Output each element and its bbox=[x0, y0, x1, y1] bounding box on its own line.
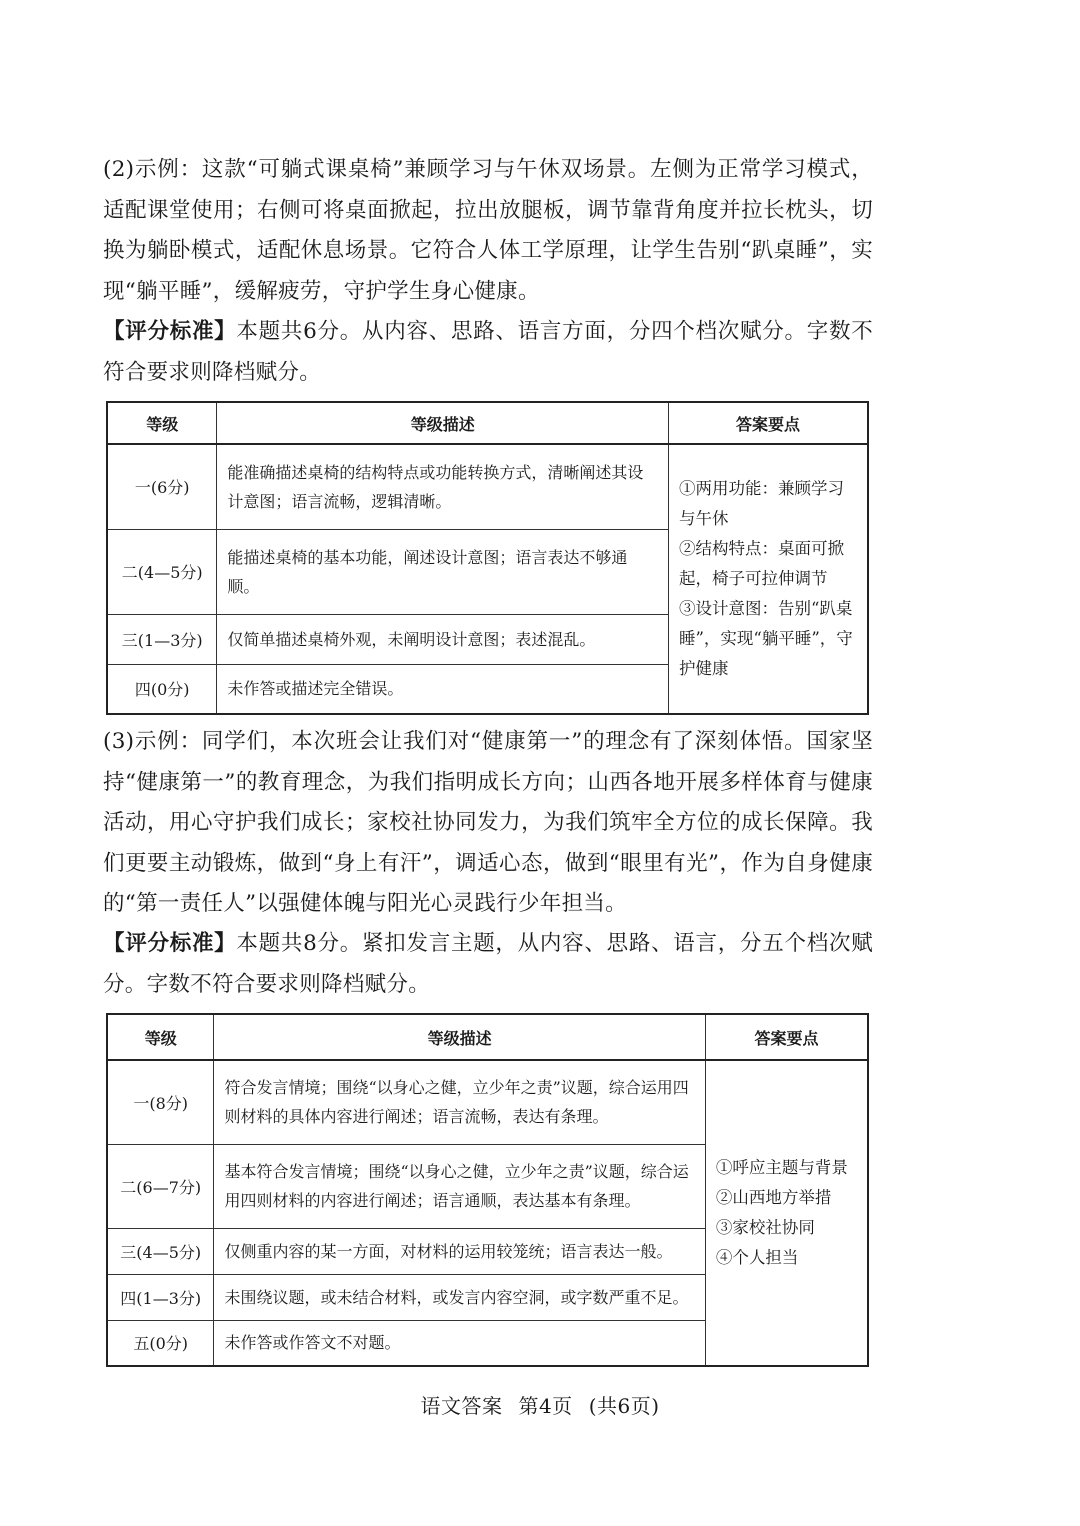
description-cell: 能描述桌椅的基本功能，阐述设计意图；语言表达不够通顺。 bbox=[217, 529, 669, 614]
answer-point: ②结构特点：桌面可掀起，椅子可拉伸调节 bbox=[678, 539, 844, 588]
description-cell: 仅侧重内容的某一方面，对材料的运用较笼统；语言表达一般。 bbox=[214, 1228, 705, 1274]
answer-point: ③家校社协同 bbox=[715, 1218, 815, 1237]
answer-point: ①呼应主题与背景 bbox=[715, 1158, 848, 1177]
header-points: 答案要点 bbox=[668, 402, 868, 444]
footer-page-number: 第4页 bbox=[518, 1394, 573, 1418]
criteria-text: 本题共8分。紧扣发言主题，从内容、思路、语言，分五个档次赋分。字数不符合要求则降档赋分。 bbox=[103, 931, 873, 997]
level-cell: 四(0分) bbox=[107, 664, 217, 714]
level-cell: 一(6分) bbox=[107, 444, 217, 529]
header-description: 等级描述 bbox=[214, 1014, 705, 1060]
section3-criteria bbox=[103, 924, 873, 1005]
level-cell: 二(6—7分) bbox=[107, 1144, 214, 1228]
level-cell: 三(4—5分) bbox=[107, 1228, 214, 1274]
header-level: 等级 bbox=[107, 402, 217, 444]
criteria-label: 【评分标准】 bbox=[103, 319, 237, 344]
level-cell: 四(1—3分) bbox=[107, 1274, 214, 1320]
footer-subject: 语文答案 bbox=[420, 1394, 503, 1418]
page-footer bbox=[0, 1390, 1080, 1419]
header-description: 等级描述 bbox=[217, 402, 669, 444]
level-cell: 五(0分) bbox=[107, 1320, 214, 1366]
level-cell: 一(8分) bbox=[107, 1060, 214, 1144]
answer-point: ①两用功能：兼顾学习与午休 bbox=[678, 479, 844, 528]
description-cell: 未作答或作答文不对题。 bbox=[214, 1320, 705, 1366]
answer-point: ④个人担当 bbox=[715, 1248, 799, 1267]
grading-table-2 bbox=[106, 401, 869, 715]
section2-example: (2)示例：这款“可躺式课桌椅”兼顾学习与午休双场景。左侧为正常学习模式，适配课堂使用；右侧可将桌面掀起，拉出放腿板，调节靠背角度并拉长枕头，切换为躺卧模式，适配休息场景。它符合人体工学原理，让学生告别“趴桌睡”，实现“躺平睡”，缓解疲劳，守护学生身心健康。 bbox=[103, 157, 873, 304]
header-level: 等级 bbox=[107, 1014, 214, 1060]
header-points: 答案要点 bbox=[705, 1014, 868, 1060]
description-cell: 未围绕议题，或未结合材料，或发言内容空洞，或字数严重不足。 bbox=[214, 1274, 705, 1320]
answer-points-cell bbox=[705, 1060, 868, 1366]
description-cell: 未作答或描述完全错误。 bbox=[217, 664, 669, 714]
section3-example: (3)示例：同学们，本次班会让我们对“健康第一”的理念有了深刻体悟。国家坚持“健康第一”的教育理念，为我们指明成长方向；山西各地开展多样体育与健康活动，用心守护我们成长；家校社协同发力，为我们筑牢全方位的成长保障。我们更要主动锻炼，做到“身上有汗”，调适心态，做到“眼里有光”，作为自身健康的“第一责任人”以强健体魄与阳光心灵践行少年担当。 bbox=[103, 729, 873, 916]
grading-table-3 bbox=[106, 1013, 869, 1367]
footer-total-pages: (共6页) bbox=[588, 1394, 660, 1418]
criteria-label: 【评分标准】 bbox=[103, 931, 237, 956]
description-cell: 能准确描述桌椅的结构特点或功能转换方式，清晰阐述其设计意图；语言流畅，逻辑清晰。 bbox=[217, 444, 669, 529]
description-cell: 仅简单描述桌椅外观，未阐明设计意图；表述混乱。 bbox=[217, 614, 669, 664]
answer-point: ③设计意图：告别“趴桌睡”，实现“躺平睡”，守护健康 bbox=[678, 599, 853, 678]
level-cell: 二(4—5分) bbox=[107, 529, 217, 614]
section2-criteria bbox=[103, 312, 873, 393]
criteria-text: 本题共6分。从内容、思路、语言方面，分四个档次赋分。字数不符合要求则降档赋分。 bbox=[103, 319, 873, 385]
description-cell: 基本符合发言情境；围绕“以身心之健，立少年之责”议题，综合运用四则材料的内容进行阐述；语言通顺，表达基本有条理。 bbox=[214, 1144, 705, 1228]
answer-points-cell bbox=[668, 444, 868, 714]
answer-point: ②山西地方举措 bbox=[715, 1188, 832, 1207]
description-cell: 符合发言情境；围绕“以身心之健，立少年之责”议题，综合运用四则材料的具体内容进行阐述；语言流畅，表达有条理。 bbox=[214, 1060, 705, 1144]
level-cell: 三(1—3分) bbox=[107, 614, 217, 664]
